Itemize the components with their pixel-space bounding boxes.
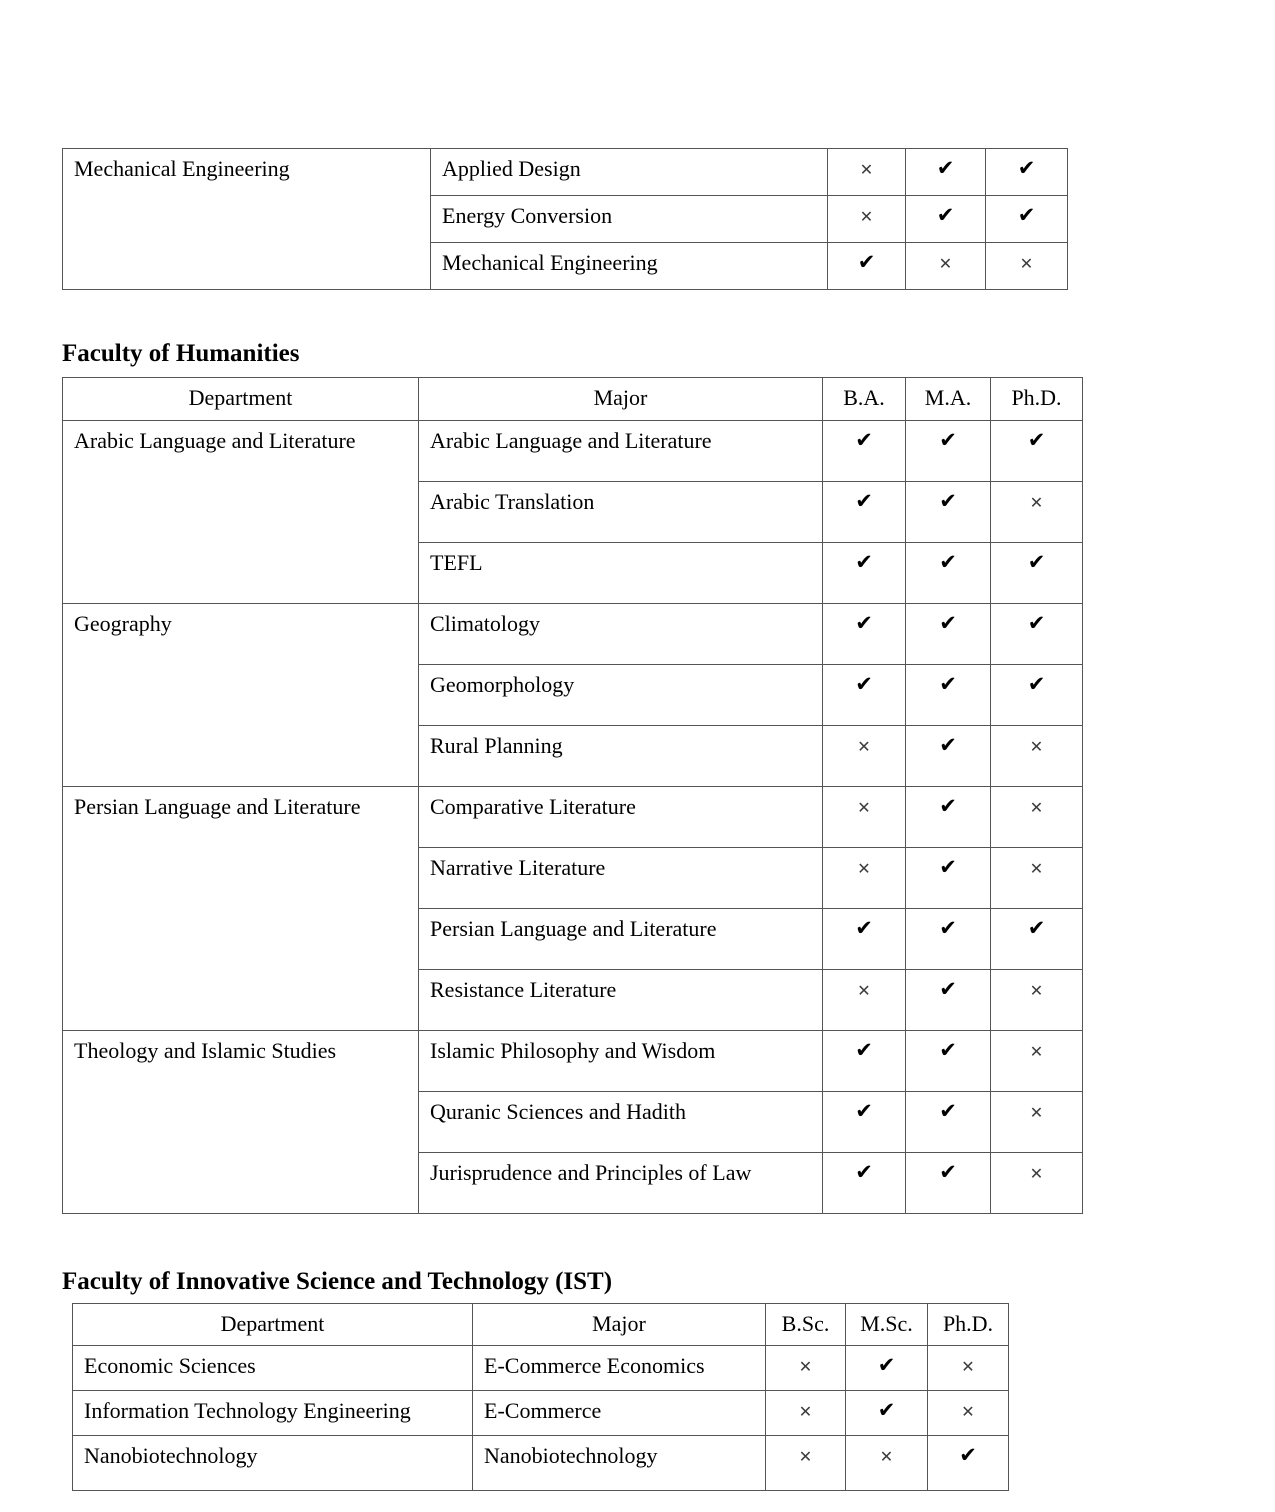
engineering-table — [62, 148, 1068, 290]
check-icon: ✔ — [1027, 428, 1046, 452]
check-icon: ✔ — [939, 733, 957, 757]
cross-icon: ✕ — [938, 254, 953, 273]
ist-heading: Faculty of Innovative Science and Technology (IST) — [62, 1268, 613, 1295]
column-header: M.Sc. — [846, 1304, 928, 1346]
cross-icon: ✕ — [1029, 1164, 1044, 1183]
check-icon: ✔ — [939, 1099, 957, 1123]
column-header: Major — [473, 1304, 766, 1346]
department-cell: Theology and Islamic Studies — [63, 1031, 419, 1214]
cross-icon: ✕ — [857, 859, 871, 878]
department-cell: Nanobiotechnology — [73, 1436, 473, 1491]
degree-cell — [991, 543, 1083, 604]
major-cell: E-Commerce Economics — [473, 1346, 766, 1391]
degree-cell — [823, 970, 906, 1031]
check-icon: ✔ — [939, 916, 957, 940]
check-icon: ✔ — [855, 611, 873, 635]
check-icon: ✔ — [939, 794, 957, 818]
degree-cell — [986, 243, 1068, 290]
check-icon: ✔ — [1027, 550, 1046, 574]
degree-cell — [906, 482, 991, 543]
major-cell: Resistance Literature — [419, 970, 823, 1031]
degree-cell — [906, 787, 991, 848]
degree-cell — [766, 1436, 846, 1491]
degree-cell — [906, 848, 991, 909]
table-header-row — [73, 1304, 1009, 1346]
degree-cell — [906, 421, 991, 482]
cross-icon: ✕ — [1029, 737, 1044, 756]
major-cell: E-Commerce — [473, 1391, 766, 1436]
degree-cell — [991, 848, 1083, 909]
check-icon: ✔ — [855, 428, 873, 452]
degree-cell — [991, 482, 1083, 543]
degree-cell — [823, 1031, 906, 1092]
check-icon: ✔ — [939, 611, 957, 635]
column-header: Department — [63, 378, 419, 421]
degree-cell — [823, 665, 906, 726]
degree-cell — [823, 604, 906, 665]
degree-cell — [846, 1391, 928, 1436]
degree-cell — [823, 543, 906, 604]
table-row — [63, 787, 1083, 848]
degree-cell — [766, 1391, 846, 1436]
check-icon: ✔ — [939, 428, 957, 452]
degree-cell — [991, 970, 1083, 1031]
degree-cell — [928, 1391, 1009, 1436]
check-icon: ✔ — [855, 672, 873, 696]
check-icon: ✔ — [936, 203, 955, 227]
degree-cell — [906, 726, 991, 787]
degree-cell — [991, 726, 1083, 787]
check-icon: ✔ — [855, 1099, 873, 1123]
degree-cell — [828, 243, 906, 290]
major-cell: Geomorphology — [419, 665, 823, 726]
degree-cell — [906, 909, 991, 970]
table-row — [73, 1346, 1009, 1391]
cross-icon: ✕ — [1029, 493, 1044, 512]
check-icon: ✔ — [939, 1038, 957, 1062]
degree-cell — [991, 421, 1083, 482]
degree-cell — [823, 726, 906, 787]
major-cell: Climatology — [419, 604, 823, 665]
department-cell: Geography — [63, 604, 419, 787]
degree-cell — [928, 1436, 1009, 1491]
cross-icon: ✕ — [798, 1402, 813, 1421]
check-icon: ✔ — [1027, 672, 1046, 696]
degree-cell — [986, 149, 1068, 196]
cross-icon: ✕ — [1029, 1103, 1044, 1122]
major-cell: Comparative Literature — [419, 787, 823, 848]
check-icon: ✔ — [939, 550, 957, 574]
check-icon: ✔ — [857, 250, 876, 274]
degree-cell — [991, 1092, 1083, 1153]
check-icon: ✔ — [855, 550, 873, 574]
major-cell: Arabic Language and Literature — [419, 421, 823, 482]
column-header: M.A. — [906, 378, 991, 421]
degree-cell — [766, 1346, 846, 1391]
check-icon: ✔ — [939, 1160, 957, 1184]
cross-icon: ✕ — [859, 160, 874, 179]
table-header-row — [63, 378, 1083, 421]
check-icon: ✔ — [1027, 916, 1046, 940]
table-row — [63, 421, 1083, 482]
degree-cell — [823, 909, 906, 970]
degree-cell — [906, 1092, 991, 1153]
degree-cell — [991, 1031, 1083, 1092]
table-row — [73, 1436, 1009, 1491]
cross-icon: ✕ — [961, 1402, 975, 1421]
check-icon: ✔ — [877, 1398, 896, 1422]
degree-cell — [846, 1436, 928, 1491]
degree-cell — [986, 196, 1068, 243]
cross-icon: ✕ — [1029, 981, 1044, 1000]
check-icon: ✔ — [877, 1353, 896, 1377]
cross-icon: ✕ — [879, 1447, 894, 1466]
column-header: B.A. — [823, 378, 906, 421]
humanities-heading: Faculty of Humanities — [62, 340, 300, 367]
degree-cell — [823, 421, 906, 482]
cross-icon: ✕ — [961, 1357, 975, 1376]
table-row — [63, 149, 1068, 196]
major-cell: Energy Conversion — [431, 196, 828, 243]
column-header: Department — [73, 1304, 473, 1346]
check-icon: ✔ — [939, 489, 957, 513]
major-cell: Nanobiotechnology — [473, 1436, 766, 1491]
cross-icon: ✕ — [857, 798, 871, 817]
check-icon: ✔ — [959, 1443, 977, 1467]
check-icon: ✔ — [939, 672, 957, 696]
table-row — [73, 1391, 1009, 1436]
check-icon: ✔ — [939, 855, 957, 879]
department-cell: Arabic Language and Literature — [63, 421, 419, 604]
table-row — [63, 1031, 1083, 1092]
degree-cell — [991, 787, 1083, 848]
check-icon: ✔ — [1017, 203, 1036, 227]
degree-cell — [906, 149, 986, 196]
check-icon: ✔ — [855, 916, 873, 940]
major-cell: Narrative Literature — [419, 848, 823, 909]
cross-icon: ✕ — [1029, 1042, 1044, 1061]
major-cell: Arabic Translation — [419, 482, 823, 543]
cross-icon: ✕ — [798, 1357, 813, 1376]
cross-icon: ✕ — [1019, 254, 1034, 273]
ist-table — [72, 1303, 1009, 1491]
department-cell: Mechanical Engineering — [63, 149, 431, 290]
department-cell: Information Technology Engineering — [73, 1391, 473, 1436]
degree-cell — [991, 604, 1083, 665]
major-cell: Jurisprudence and Principles of Law — [419, 1153, 823, 1214]
cross-icon: ✕ — [857, 981, 871, 1000]
degree-cell — [906, 1153, 991, 1214]
column-header: Ph.D. — [991, 378, 1083, 421]
degree-cell — [846, 1346, 928, 1391]
major-cell: TEFL — [419, 543, 823, 604]
engineering-continuation-grid — [62, 148, 1068, 290]
department-cell: Persian Language and Literature — [63, 787, 419, 1031]
check-icon: ✔ — [936, 156, 955, 180]
check-icon: ✔ — [939, 977, 957, 1001]
degree-cell — [828, 149, 906, 196]
column-header: Ph.D. — [928, 1304, 1009, 1346]
cross-icon: ✕ — [857, 737, 871, 756]
major-cell: Persian Language and Literature — [419, 909, 823, 970]
humanities-grid — [62, 377, 1083, 1214]
degree-cell — [906, 970, 991, 1031]
degree-cell — [906, 243, 986, 290]
major-cell: Islamic Philosophy and Wisdom — [419, 1031, 823, 1092]
degree-cell — [991, 665, 1083, 726]
degree-cell — [928, 1346, 1009, 1391]
column-header: Major — [419, 378, 823, 421]
degree-cell — [906, 665, 991, 726]
check-icon: ✔ — [1027, 611, 1046, 635]
degree-cell — [823, 848, 906, 909]
degree-cell — [906, 604, 991, 665]
cross-icon: ✕ — [798, 1447, 813, 1466]
major-cell: Rural Planning — [419, 726, 823, 787]
degree-cell — [906, 1031, 991, 1092]
major-cell: Mechanical Engineering — [431, 243, 828, 290]
major-cell: Applied Design — [431, 149, 828, 196]
ist-grid — [72, 1303, 1009, 1491]
degree-cell — [828, 196, 906, 243]
column-header: B.Sc. — [766, 1304, 846, 1346]
degree-cell — [823, 1092, 906, 1153]
cross-icon: ✕ — [1029, 798, 1044, 817]
degree-cell — [823, 482, 906, 543]
degree-cell — [906, 196, 986, 243]
degree-cell — [991, 909, 1083, 970]
table-row — [63, 604, 1083, 665]
check-icon: ✔ — [1017, 156, 1036, 180]
check-icon: ✔ — [855, 489, 873, 513]
major-cell: Quranic Sciences and Hadith — [419, 1092, 823, 1153]
check-icon: ✔ — [855, 1160, 873, 1184]
humanities-table — [62, 377, 1083, 1214]
check-icon: ✔ — [855, 1038, 873, 1062]
cross-icon: ✕ — [859, 207, 874, 226]
degree-cell — [991, 1153, 1083, 1214]
cross-icon: ✕ — [1029, 859, 1044, 878]
degree-cell — [823, 787, 906, 848]
degree-cell — [906, 543, 991, 604]
degree-cell — [823, 1153, 906, 1214]
department-cell: Economic Sciences — [73, 1346, 473, 1391]
